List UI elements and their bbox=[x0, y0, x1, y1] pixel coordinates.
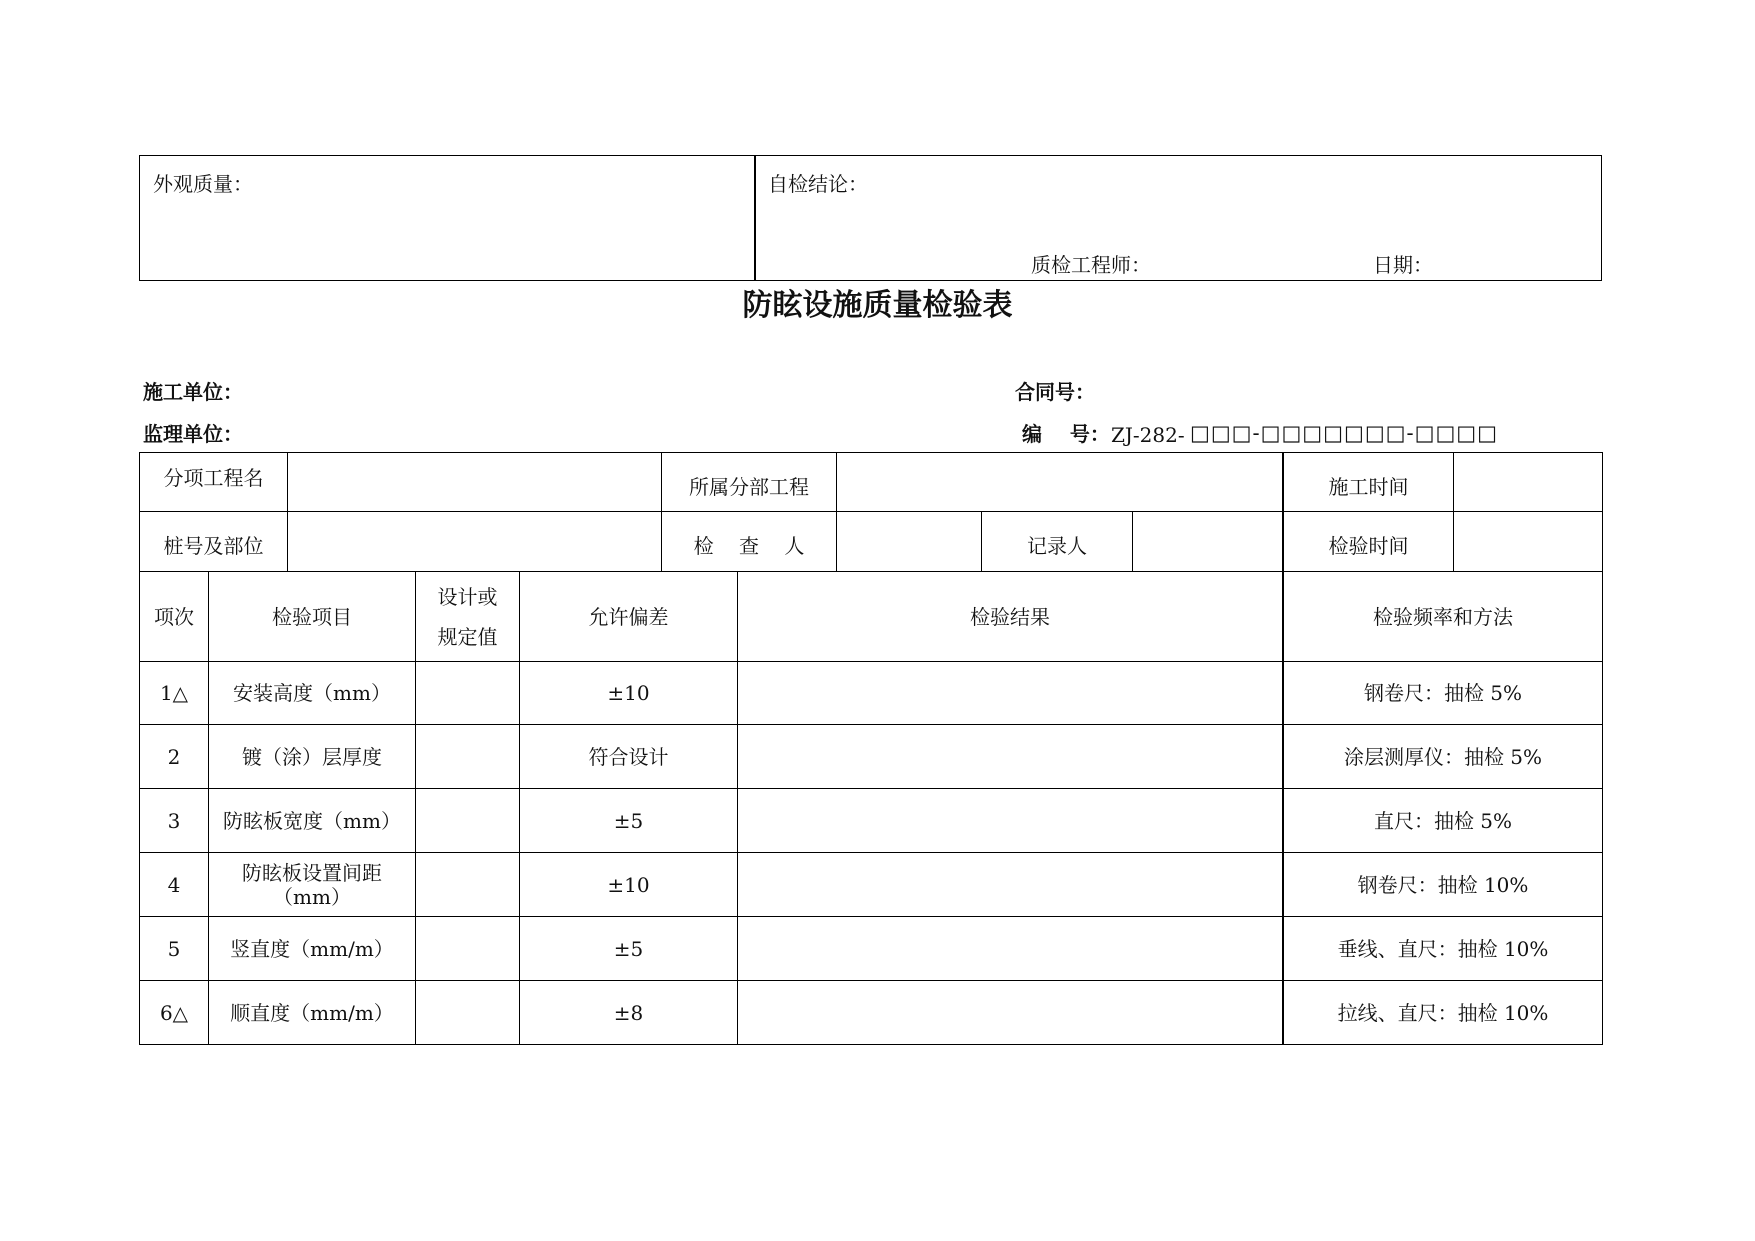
row-4-tolerance: ±10 bbox=[607, 872, 650, 897]
row-4-result[interactable] bbox=[738, 853, 1282, 916]
self-check-box bbox=[139, 155, 1602, 281]
row-2-method: 涂层测厚仪：抽检 5% bbox=[1343, 744, 1543, 769]
row-1-result[interactable] bbox=[738, 662, 1282, 724]
col-header-item: 检验项目 bbox=[272, 604, 352, 629]
inspector-value[interactable] bbox=[837, 512, 981, 571]
row-4-item-line1: 防眩板设置间距 bbox=[242, 860, 382, 885]
col-header-design-value-line1: 设计或 bbox=[437, 584, 498, 609]
construction-time-value[interactable] bbox=[1454, 453, 1602, 511]
row-2-result[interactable] bbox=[738, 725, 1282, 788]
row-3-method: 直尺：抽检 5% bbox=[1373, 808, 1513, 833]
row-6-result[interactable] bbox=[738, 981, 1282, 1044]
belonging-part-value[interactable] bbox=[837, 453, 1282, 511]
sub-item-name-value[interactable] bbox=[288, 453, 661, 511]
supervision-unit-label: 监理单位： bbox=[143, 422, 243, 446]
row-5-item: 竖直度（mm/m） bbox=[230, 936, 394, 961]
row-5-method: 垂线、直尺：抽检 10% bbox=[1337, 936, 1549, 961]
row-4-design-value[interactable] bbox=[416, 853, 519, 916]
row-6-no: 6△ bbox=[159, 1000, 189, 1025]
serial-number-boxes: □□□-□□□□□□□-□□□□ bbox=[1190, 421, 1498, 445]
row-2-no: 2 bbox=[167, 744, 181, 769]
construction-time-label: 施工时间 bbox=[1328, 475, 1409, 499]
row-3-tolerance: ±5 bbox=[613, 808, 644, 833]
belonging-part-label: 所属分部工程 bbox=[689, 475, 809, 499]
col-header-method: 检验频率和方法 bbox=[1373, 604, 1513, 629]
row-6-method: 拉线、直尺：抽检 10% bbox=[1337, 1000, 1549, 1025]
col-header-design-value-line2: 规定值 bbox=[437, 624, 498, 649]
contract-no-label: 合同号： bbox=[1015, 380, 1095, 404]
row-6-tolerance: ±8 bbox=[613, 1000, 644, 1025]
row-2-tolerance: 符合设计 bbox=[588, 744, 669, 769]
col-header-result: 检验结果 bbox=[970, 604, 1050, 629]
row-3-result[interactable] bbox=[738, 789, 1282, 852]
qc-engineer-label: 质检工程师： bbox=[1031, 253, 1151, 277]
row-3-design-value[interactable] bbox=[416, 789, 519, 852]
date-label: 日期： bbox=[1373, 253, 1433, 277]
row-1-item: 安装高度（mm） bbox=[233, 681, 391, 705]
page-title: 防眩设施质量检验表 bbox=[742, 288, 1013, 323]
inspector-label: 检 查 人 bbox=[693, 534, 805, 558]
self-check-conclusion-label: 自检结论： bbox=[768, 172, 868, 196]
row-4-item-line2: （mm） bbox=[273, 884, 351, 909]
self-check-divider bbox=[754, 156, 756, 280]
row-5-result[interactable] bbox=[738, 917, 1282, 980]
row-6-item: 顺直度（mm/m） bbox=[230, 1000, 394, 1025]
recorder-label: 记录人 bbox=[1027, 534, 1087, 558]
inspection-time-value[interactable] bbox=[1454, 512, 1602, 571]
row-4-method: 钢卷尺：抽检 10% bbox=[1357, 872, 1529, 897]
row-4-no: 4 bbox=[167, 872, 181, 897]
col-header-item-no: 项次 bbox=[154, 604, 194, 629]
row-1-design-value[interactable] bbox=[416, 662, 519, 724]
row-3-item: 防眩板宽度（mm） bbox=[223, 808, 401, 833]
row-6-design-value[interactable] bbox=[416, 981, 519, 1044]
row-1-tolerance: ±10 bbox=[607, 681, 650, 705]
col-header-design-value bbox=[416, 572, 519, 661]
serial-label: 编 号： bbox=[1022, 422, 1110, 446]
row-3-no: 3 bbox=[167, 808, 181, 833]
row-5-tolerance: ±5 bbox=[613, 936, 644, 961]
appearance-quality-label: 外观质量： bbox=[153, 172, 253, 196]
sub-item-name-label: 分项工程名 bbox=[163, 466, 264, 490]
serial-prefix: ZJ-282- bbox=[1111, 423, 1185, 447]
table-rule bbox=[1602, 452, 1603, 1045]
station-value[interactable] bbox=[288, 512, 661, 571]
inspection-time-label: 检验时间 bbox=[1328, 534, 1409, 558]
row-5-design-value[interactable] bbox=[416, 917, 519, 980]
station-label: 桩号及部位 bbox=[163, 534, 264, 558]
row-2-design-value[interactable] bbox=[416, 725, 519, 788]
construction-unit-label: 施工单位： bbox=[143, 380, 243, 404]
col-header-tolerance: 允许偏差 bbox=[588, 604, 669, 629]
recorder-value[interactable] bbox=[1133, 512, 1282, 571]
row-1-method: 钢卷尺：抽检 5% bbox=[1363, 681, 1523, 705]
row-5-no: 5 bbox=[167, 936, 181, 961]
row-2-item: 镀（涂）层厚度 bbox=[242, 744, 382, 769]
table-rule bbox=[139, 1044, 1603, 1045]
row-4-item bbox=[209, 853, 415, 916]
row-1-no: 1△ bbox=[159, 681, 189, 705]
